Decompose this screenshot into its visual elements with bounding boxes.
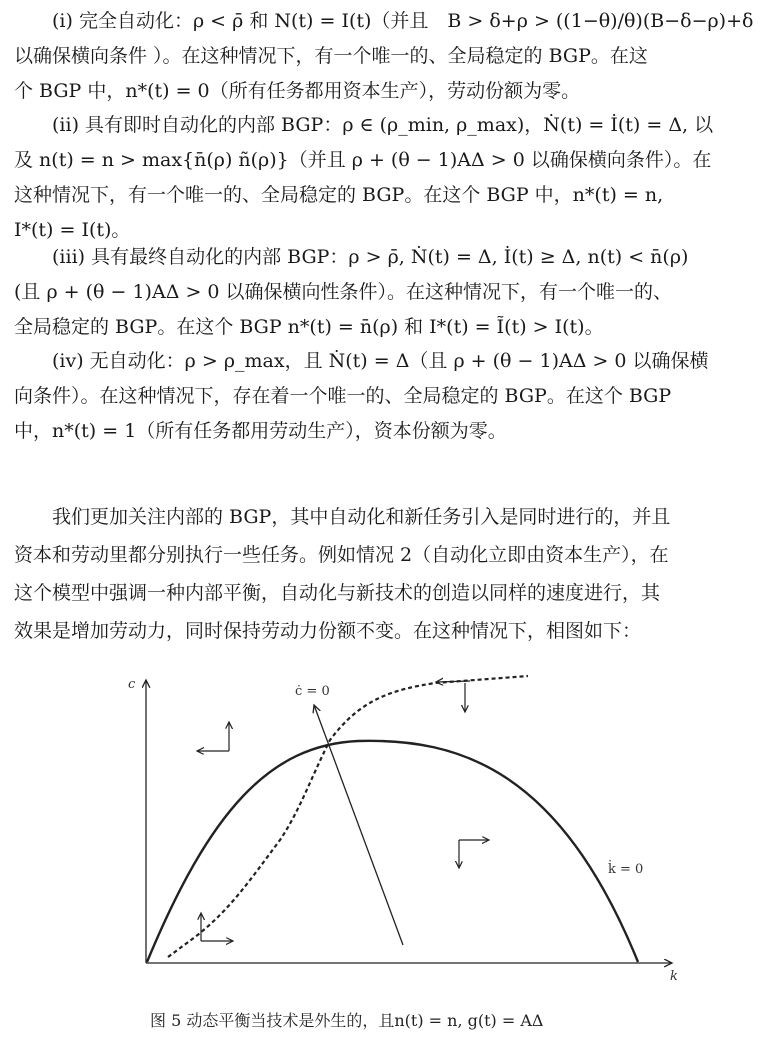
case-3-line-2: (且 ρ + (θ − 1)AΔ > 0 以确保横向性条件）。在这种情况下，有一个唯一的、: [14, 281, 673, 303]
case-3: [14, 240, 766, 345]
saddle-path: [168, 676, 528, 957]
y-axis-label: c: [128, 677, 136, 692]
c-dot-zero-label: ċ = 0: [295, 684, 330, 699]
case-1: [14, 4, 766, 109]
case-3-line-3: 全局稳定的 BGP。在这个 BGP n*(t) = n̄(ρ) 和 I*(t) = Ĩ(t) > I(t)。: [14, 316, 604, 338]
body-line-2: 资本和劳动里都分别执行一些任务。例如情况 2（自动化立即由资本生产），在: [14, 544, 669, 566]
case-2-line-1: (ii) 具有即时自动化的内部 BGP：ρ ∈ (ρ_min, ρ_max)，Ṅ(t) = İ(t) = Δ, 以: [52, 114, 714, 136]
case-2: [14, 108, 766, 248]
body-line-3: 这个模型中强调一种内部平衡，自动化与新技术的创造以同样的速度进行，其: [14, 582, 661, 604]
case-1-line-1: (i) 完全自动化：ρ < ρ̄ 和 N(t) = I(t)（并且 B > δ+ρ > ((1−θ)/θ)(B−δ−ρ)+δ: [52, 10, 754, 32]
case-4: [14, 344, 766, 449]
figure-caption: 图 5 动态平衡当技术是外生的，且n(t) = n, g(t) = AΔ: [150, 1011, 544, 1030]
case-4-line-2: 向条件）。在这种情况下，存在着一个唯一的、全局稳定的 BGP。在这个 BGP: [14, 385, 672, 407]
case-2-line-4: I*(t) = I(t)。: [14, 219, 131, 241]
case-1-line-2: 以确保横向条件 ）。在这种情况下，有一个唯一的、全局稳定的 BGP。在这: [14, 45, 648, 67]
case-4-line-3: 中，n*(t) = 1（所有任务都用劳动生产），资本份额为零。: [14, 420, 507, 442]
body-line-4: 效果是增加劳动力，同时保持劳动力份额不变。在这种情况下，相图如下：: [14, 620, 642, 642]
case-4-line-1: (iv) 无自动化：ρ > ρ_max，且 Ṅ(t) = Δ（且 ρ + (θ − 1)AΔ > 0 以确保横: [52, 350, 709, 372]
x-axis-label: k: [670, 969, 678, 984]
body-line-1: 我们更加关注内部的 BGP，其中自动化和新任务引入是同时进行的，并且: [52, 506, 671, 528]
k-dot-zero-curve: [147, 741, 638, 962]
phase-diagram: [0, 660, 777, 1005]
case-3-line-1: (iii) 具有最终自动化的内部 BGP：ρ > ρ̄, Ṅ(t) = Δ, İ(t) ≥ Δ, n(t) < n̄(ρ): [52, 246, 689, 268]
case-2-line-2: 及 n(t) = n > max{n̄(ρ) ñ(ρ)}（并且 ρ + (θ − 1)AΔ > 0 以确保横向条件）。在: [14, 149, 712, 171]
case-1-line-3: 个 BGP 中，n*(t) = 0（所有任务都用资本生产），劳动份额为零。: [14, 80, 581, 102]
case-2-line-3: 这种情况下，有一个唯一的、全局稳定的 BGP。在这个 BGP 中，n*(t) = n,: [14, 184, 664, 206]
k-dot-zero-label: k̇ = 0: [608, 862, 644, 877]
body-paragraph: [14, 498, 766, 650]
